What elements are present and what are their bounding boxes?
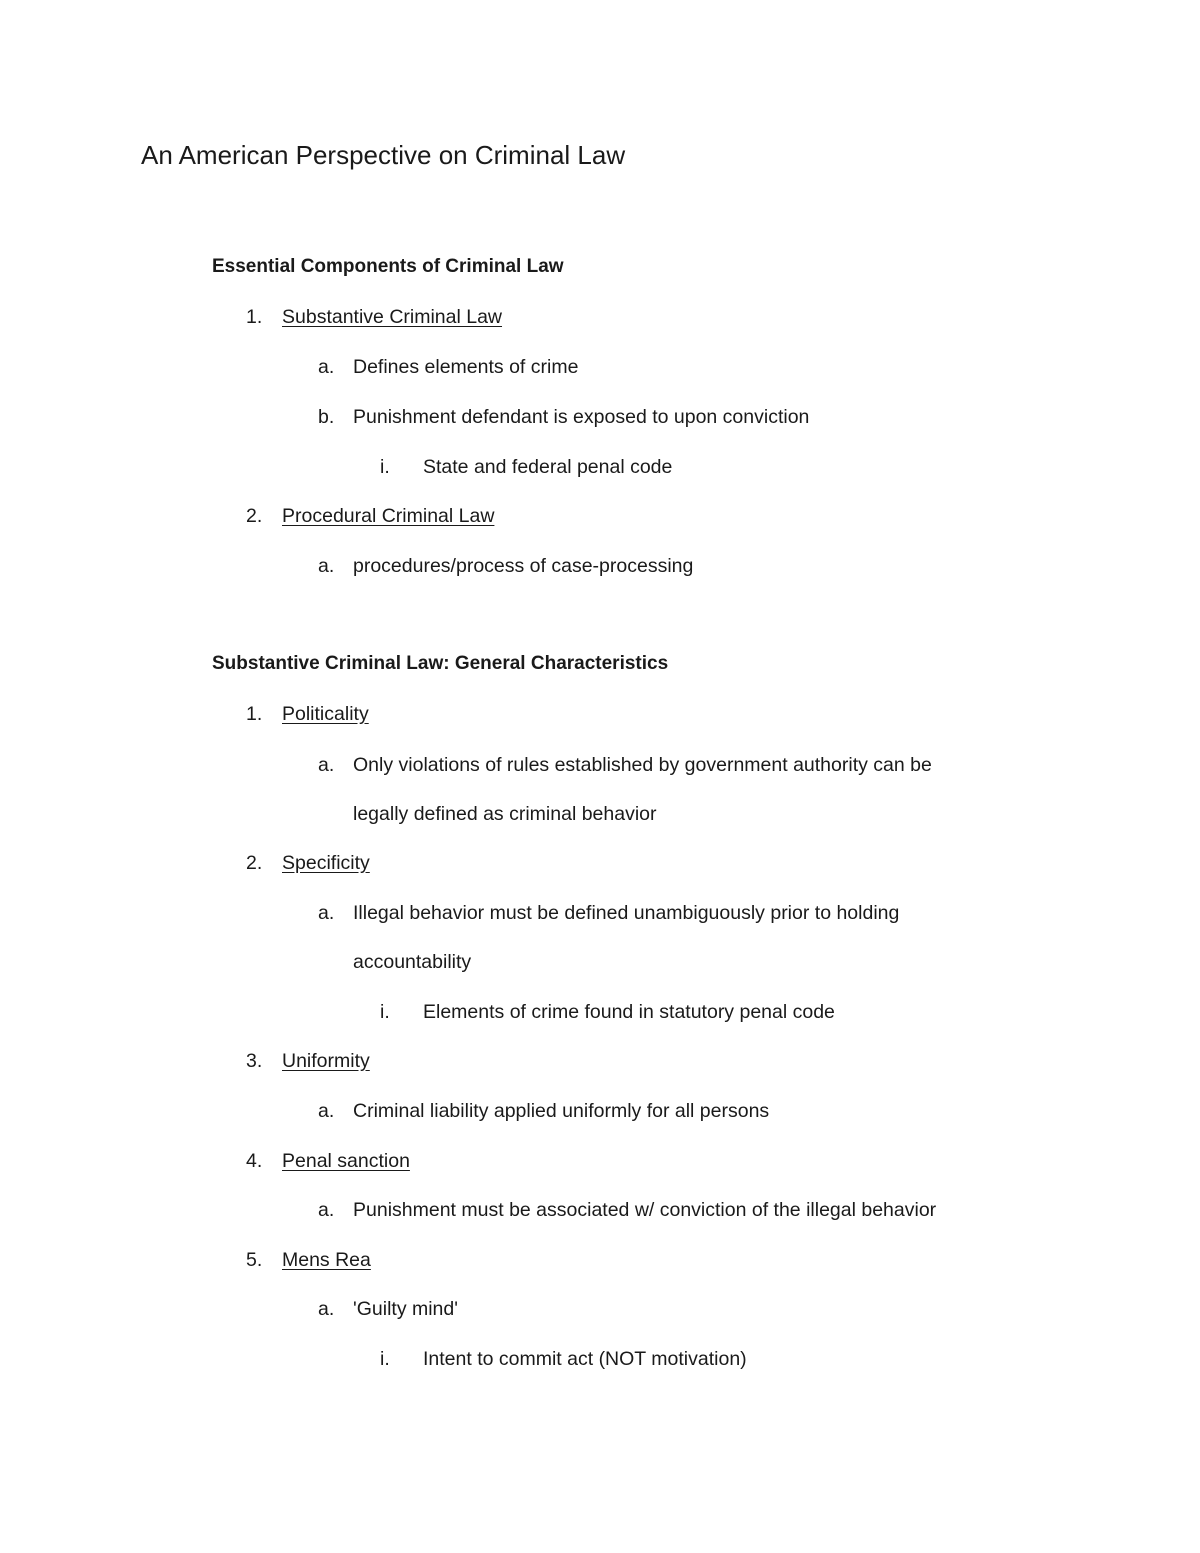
list-item-text: Criminal liability applied uniformly for all persons: [353, 1100, 770, 1122]
list-marker: 3.: [246, 1050, 263, 1072]
list-marker: 2.: [246, 852, 263, 874]
list-item-text: accountability: [353, 951, 472, 973]
list-marker: a.: [318, 1100, 335, 1122]
list-item-text: Uniformity: [282, 1050, 370, 1072]
list-marker: 4.: [246, 1150, 263, 1172]
list-item-text: Politicality: [282, 703, 369, 725]
list-marker: a.: [318, 1199, 335, 1221]
section-heading-essential-components: Essential Components of Criminal Law: [212, 256, 564, 277]
list-item-text: Procedural Criminal Law: [282, 505, 495, 527]
list-item-text: 'Guilty mind': [353, 1298, 458, 1320]
list-marker: a.: [318, 356, 335, 378]
list-marker: i.: [380, 1001, 390, 1023]
list-marker: 5.: [246, 1249, 263, 1271]
list-item-text: Punishment must be associated w/ conviction of the illegal behavior: [353, 1199, 937, 1221]
list-marker: 2.: [246, 505, 263, 527]
list-marker: a.: [318, 1298, 335, 1320]
section-heading-general-characteristics: Substantive Criminal Law: General Characteristics: [212, 653, 669, 674]
list-item-text: Mens Rea: [282, 1249, 371, 1271]
list-marker: 1.: [246, 306, 263, 328]
list-item-text: Defines elements of crime: [353, 356, 579, 378]
list-marker: a.: [318, 902, 335, 924]
list-marker: a.: [318, 555, 335, 577]
list-item-text: Punishment defendant is exposed to upon conviction: [353, 406, 810, 428]
list-item-text: State and federal penal code: [423, 456, 673, 478]
list-marker: i.: [380, 456, 390, 478]
list-item-text: Penal sanction: [282, 1150, 410, 1172]
list-marker: a.: [318, 754, 335, 776]
list-item-text: legally defined as criminal behavior: [353, 803, 657, 825]
list-item-text: Specificity: [282, 852, 370, 874]
list-marker: i.: [380, 1348, 390, 1370]
list-marker: b.: [318, 406, 335, 428]
list-item-text: Illegal behavior must be defined unambiguously prior to holding: [353, 902, 900, 924]
document-title: An American Perspective on Criminal Law: [141, 140, 626, 170]
list-marker: 1.: [246, 703, 263, 725]
list-item-text: procedures/process of case-processing: [353, 555, 694, 577]
list-item-text: Intent to commit act (NOT motivation): [423, 1348, 747, 1370]
list-item-text: Only violations of rules established by government authority can be: [353, 754, 932, 776]
list-item-text: Substantive Criminal Law: [282, 306, 503, 328]
list-item-text: Elements of crime found in statutory penal code: [423, 1001, 835, 1023]
